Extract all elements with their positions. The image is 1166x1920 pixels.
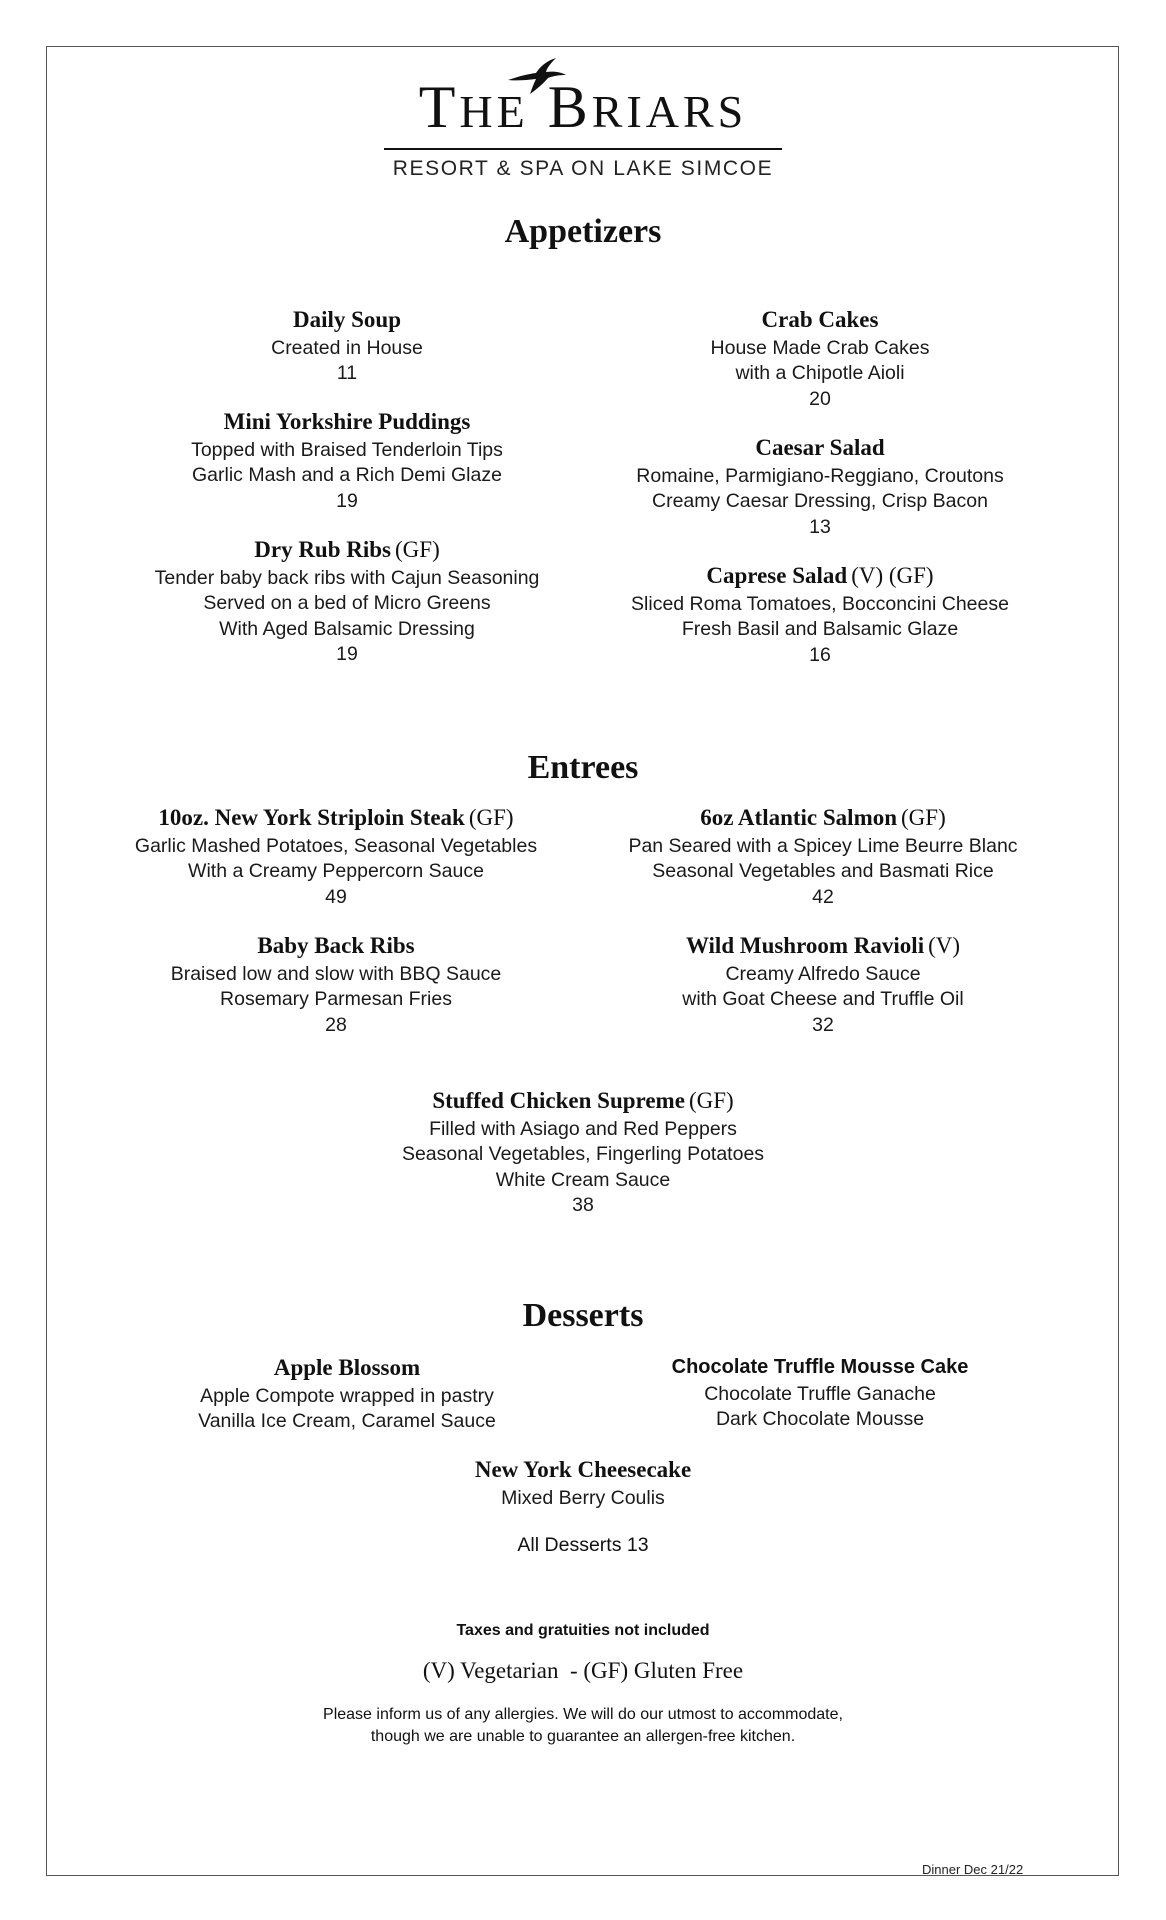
item-price: 13 (809, 515, 831, 538)
menu-item-mini-yorkshire-puddings (118, 409, 576, 514)
item-name: Caesar Salad (755, 435, 885, 460)
item-description: Rosemary Parmesan Fries (220, 988, 452, 1010)
item-description: Fresh Basil and Balsamic Glaze (681, 618, 959, 640)
logo (378, 60, 788, 185)
item-price: 32 (812, 1013, 834, 1036)
item-description: Filled with Asiago and Red Peppers (429, 1117, 737, 1140)
logo-letters-he: HE (459, 86, 529, 137)
item-diet-tag: (GF) (395, 537, 440, 562)
menu-item-stuffed-chicken-supreme (333, 1088, 833, 1219)
item-description: White Cream Sauce (495, 1168, 671, 1191)
item-name: Dry Rub Ribs (254, 537, 392, 562)
item-description: Dark Chocolate Mousse (715, 1408, 925, 1430)
item-description: Braised low and slow with BBQ Sauce (170, 962, 502, 985)
item-description: Served on a bed of Micro Greens (203, 592, 491, 614)
menu-item-new-york-cheesecake (333, 1457, 833, 1511)
item-description: with Goat Cheese and Truffle Oil (682, 988, 964, 1010)
item-name: Mini Yorkshire Puddings (223, 409, 471, 434)
item-name: 10oz. New York Striploin Steak (158, 805, 465, 830)
item-description: Apple Compote wrapped in pastry (200, 1384, 494, 1407)
item-description: Romaine, Parmigiano-Reggiano, Croutons (636, 464, 1004, 487)
logo-subtitle: RESORT & SPA ON LAKE SIMCOE (392, 157, 774, 180)
menu-item-striploin-steak (108, 805, 564, 910)
allergy-note (0, 1704, 1166, 1748)
menu-item-wild-mushroom-ravioli (590, 933, 1056, 1038)
item-price: 42 (812, 885, 834, 908)
item-description: with a Chipotle Aioli (735, 362, 905, 384)
item-price: 19 (336, 489, 358, 512)
logo-letters-riars: RIARS (591, 86, 748, 137)
item-price: 19 (336, 643, 358, 665)
item-diet-tag: (GF) (468, 805, 514, 830)
item-price: 20 (809, 387, 831, 410)
item-name: Caprese Salad (706, 563, 848, 588)
item-price: 28 (325, 1013, 347, 1036)
item-description: Garlic Mash and a Rich Demi Glaze (192, 464, 502, 486)
item-description: Pan Seared with a Spicey Lime Beurre Blanc (628, 834, 1018, 857)
item-price: 16 (809, 643, 831, 666)
logo-letter-t: T (418, 74, 460, 140)
entrees-heading: Entrees (527, 749, 639, 786)
menu-item-atlantic-salmon (590, 805, 1056, 910)
menu-item-dry-rub-ribs (118, 537, 576, 668)
menu-item-caprese-salad (590, 563, 1050, 668)
item-diet-tag: (V) (928, 933, 961, 958)
logo-divider (384, 148, 782, 150)
taxes-note: Taxes and gratuities not included (456, 1622, 710, 1639)
item-description: House Made Crab Cakes (710, 336, 930, 359)
desserts-heading: Desserts (522, 1297, 644, 1334)
item-name: Wild Mushroom Ravioli (685, 933, 925, 958)
diet-legend: (V) Vegetarian - (GF) Gluten Free (422, 1658, 744, 1683)
menu-item-daily-soup (118, 307, 576, 387)
item-name: Baby Back Ribs (257, 933, 415, 958)
item-description: Seasonal Vegetables and Basmati Rice (652, 860, 994, 882)
logo-letter-b: B (547, 74, 592, 140)
item-description: Seasonal Vegetables, Fingerling Potatoes (401, 1143, 765, 1165)
menu-item-crab-cakes (590, 307, 1050, 412)
item-description: Tender baby back ribs with Cajun Seasoning (154, 566, 540, 589)
item-description: With a Creamy Peppercorn Sauce (188, 860, 484, 882)
item-price: 49 (325, 885, 347, 908)
item-diet-tag: (V) (GF) (851, 563, 934, 588)
item-name: Stuffed Chicken Supreme (432, 1088, 685, 1113)
menu-item-apple-blossom (118, 1355, 576, 1435)
allergy-note-line-1: Please inform us of any allergies. We will do our utmost to accommodate, (323, 1706, 843, 1723)
logo-title (378, 72, 788, 147)
menu-date: Dinner Dec 21/22 (922, 1862, 1024, 1877)
item-name: Apple Blossom (273, 1355, 421, 1380)
item-name: Chocolate Truffle Mousse Cake (671, 1356, 969, 1378)
item-price: 11 (336, 362, 358, 384)
item-description: Mixed Berry Coulis (501, 1486, 665, 1509)
menu-item-caesar-salad (590, 435, 1050, 540)
item-description: Created in House (271, 336, 423, 359)
item-description: Creamy Alfredo Sauce (725, 962, 921, 985)
item-diet-tag: (GF) (901, 805, 946, 830)
appetizers-heading: Appetizers (504, 213, 662, 250)
all-desserts-price: All Desserts 13 (517, 1534, 649, 1556)
item-description: With Aged Balsamic Dressing (219, 617, 475, 640)
item-name: Crab Cakes (761, 307, 879, 332)
item-price: 38 (572, 1194, 594, 1216)
item-diet-tag: (GF) (688, 1088, 734, 1113)
item-description: Topped with Braised Tenderloin Tips (191, 438, 503, 461)
item-description: Sliced Roma Tomatoes, Bocconcini Cheese (631, 592, 1009, 615)
item-name: New York Cheesecake (474, 1457, 692, 1482)
item-description: Chocolate Truffle Ganache (704, 1382, 936, 1405)
item-name: 6oz Atlantic Salmon (700, 805, 898, 830)
menu-item-chocolate-truffle-mousse-cake (590, 1355, 1050, 1433)
item-description: Vanilla Ice Cream, Caramel Sauce (198, 1410, 496, 1432)
allergy-note-line-2: though we are unable to guarantee an allergen-free kitchen. (370, 1728, 796, 1745)
menu-item-baby-back-ribs (108, 933, 564, 1038)
item-description: Creamy Caesar Dressing, Crisp Bacon (652, 490, 988, 512)
item-description: Garlic Mashed Potatoes, Seasonal Vegetables (134, 834, 538, 857)
item-name: Daily Soup (292, 307, 401, 332)
